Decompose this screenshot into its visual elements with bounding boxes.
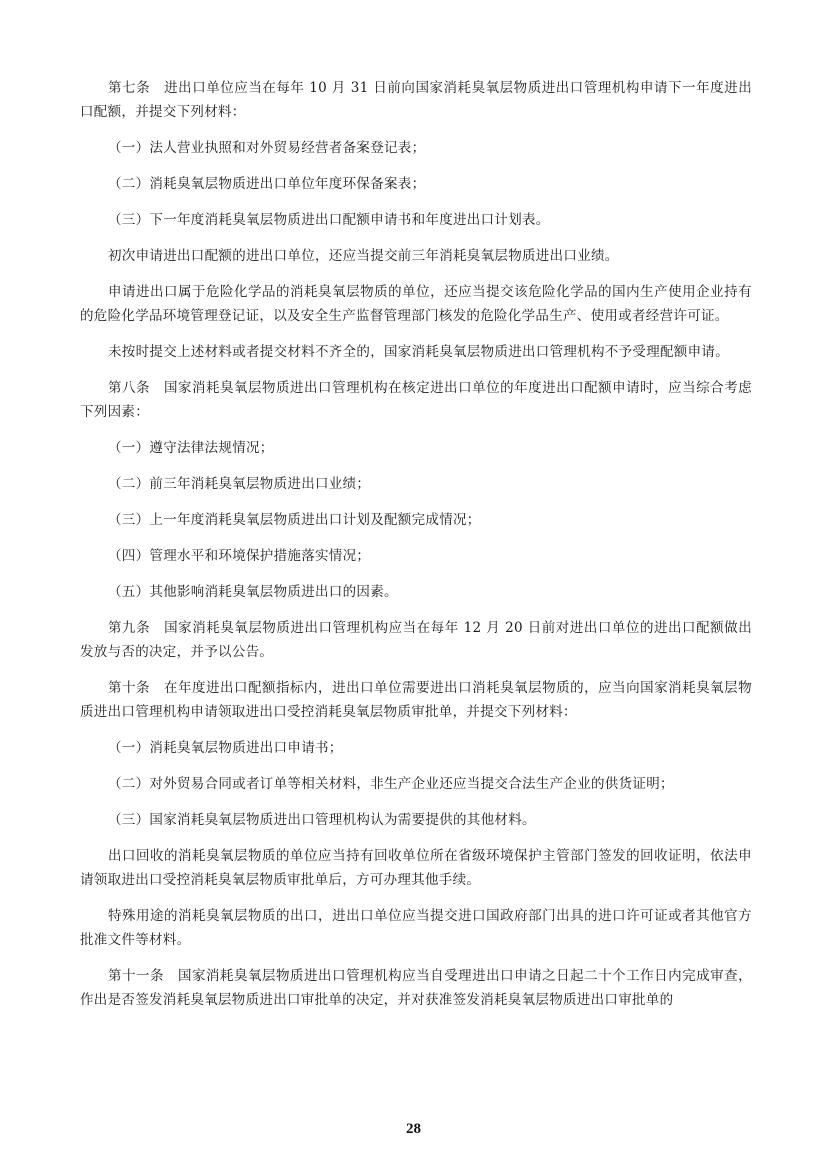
list-item: （三）国家消耗臭氧层物质进出口管理机构认为需要提供的其他材料。 (108, 812, 536, 828)
paragraph-article-9: 第九条 国家消耗臭氧层物质进出口管理机构应当在每年 12 月 20 日前对进出口单位的进出口配额做出发放与否的决定，并予以公告。 (80, 620, 752, 660)
list-item: （二）前三年消耗臭氧层物质进出口业绩； (108, 476, 371, 492)
paragraph: 特殊用途的消耗臭氧层物质的出口，进出口单位应当提交进口国政府部门出具的进口许可证或者其他官方批准文件等材料。 (80, 908, 752, 948)
paragraph: 未按时提交上述材料或者提交材料不齐全的，国家消耗臭氧层物质进出口管理机构不予受理配额申请。 (108, 344, 729, 360)
list-item: （三）上一年度消耗臭氧层物质进出口计划及配额完成情况； (108, 512, 481, 528)
list-item: （一）消耗臭氧层物质进出口申请书； (108, 740, 343, 756)
paragraph: 初次申请进出口配额的进出口单位，还应当提交前三年消耗臭氧层物质进出口业绩。 (108, 248, 619, 264)
document-body (80, 76, 752, 1024)
list-item: （四）管理水平和环境保护措施落实情况； (108, 548, 371, 564)
paragraph-article-7: 第七条 进出口单位应当在每年 10 月 31 日前向国家消耗臭氧层物质进出口管理机构申请下一年度进出口配额，并提交下列材料： (80, 80, 752, 120)
list-item: （五）其他影响消耗臭氧层物质进出口的因素。 (108, 584, 398, 600)
paragraph: 申请进出口属于危险化学品的消耗臭氧层物质的单位，还应当提交该危险化学品的国内生产使用企业持有的危险化学品环境管理登记证，以及安全生产监督管理部门核发的危险化学品生产、使用或者经营许可证。 (80, 284, 752, 324)
list-item: （一）遵守法律法规情况； (108, 440, 274, 456)
paragraph: 出口回收的消耗臭氧层物质的单位应当持有回收单位所在省级环境保护主管部门签发的回收证明，依法申请领取进出口受控消耗臭氧层物质审批单后，方可办理其他手续。 (80, 848, 752, 888)
list-item: （三）下一年度消耗臭氧层物质进出口配额申请书和年度进出口计划表。 (108, 212, 550, 228)
paragraph-article-8: 第八条 国家消耗臭氧层物质进出口管理机构在核定进出口单位的年度进出口配额申请时，应当综合考虑下列因素： (80, 380, 752, 420)
list-item: （二）对外贸易合同或者订单等相关材料，非生产企业还应当提交合法生产企业的供货证明； (108, 776, 674, 792)
page-number: 28 (406, 1121, 421, 1137)
list-item: （二）消耗臭氧层物质进出口单位年度环保备案表； (108, 176, 426, 192)
paragraph-article-10: 第十条 在年度进出口配额指标内，进出口单位需要进出口消耗臭氧层物质的，应当向国家消耗臭氧层物质进出口管理机构申请领取进出口受控消耗臭氧层物质审批单，并提交下列材料： (80, 680, 752, 720)
list-item: （一）法人营业执照和对外贸易经营者备案登记表； (108, 140, 426, 156)
paragraph-article-11: 第十一条 国家消耗臭氧层物质进出口管理机构应当自受理进出口申请之日起二十个工作日内完成审查，作出是否签发消耗臭氧层物质进出口审批单的决定，并对获准签发消耗臭氧层物质进出口审批单的 (80, 968, 752, 1008)
